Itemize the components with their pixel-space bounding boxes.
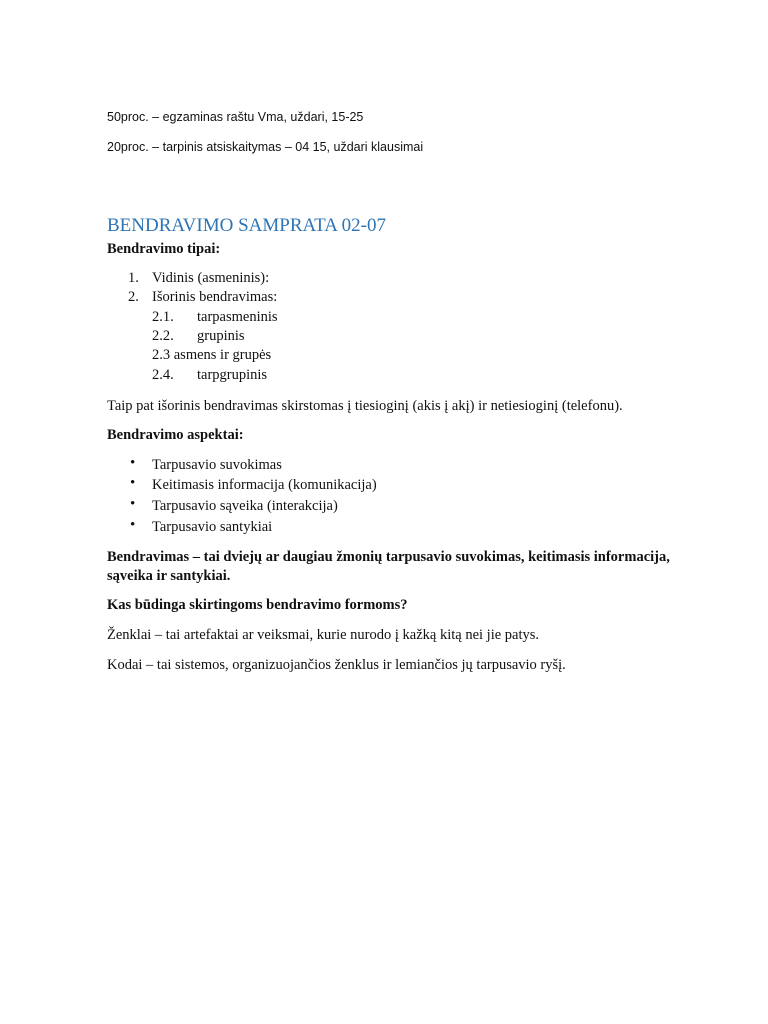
- sublist-number: 2.4.: [152, 367, 174, 383]
- sublist-item: grupinis: [197, 328, 245, 344]
- list-item: Išorinis bendravimas:: [152, 289, 278, 305]
- bullet-icon: •: [130, 517, 136, 533]
- sublist-number: 2.3 asmens ir grupės: [152, 347, 272, 363]
- aspects-title: Bendravimo aspektai:: [107, 427, 244, 443]
- aspect-item: Keitimasis informacija (komunikacija): [152, 477, 377, 493]
- aspect-item: Tarpusavio suvokimas: [152, 457, 282, 473]
- types-title: Bendravimo tipai:: [107, 241, 221, 257]
- aspect-item: Tarpusavio santykiai: [152, 519, 273, 535]
- sublist-number: 2.2.: [152, 328, 174, 344]
- bullet-icon: •: [130, 475, 136, 491]
- note-exam: 50proc. – egzaminas raštu Vma, uždari, 15-25: [107, 110, 364, 124]
- sublist-item: tarpasmeninis: [197, 309, 278, 325]
- aspect-item: Tarpusavio sąveika (interakcija): [152, 498, 338, 514]
- section-heading: BENDRAVIMO SAMPRATA 02-07: [107, 215, 386, 236]
- note-midterm: 20proc. – tarpinis atsiskaitymas – 04 15, uždari klausimai: [107, 140, 424, 154]
- signs-definition: Ženklai – tai artefaktai ar veiksmai, kurie nurodo į kažką kitą nei jie patys.: [107, 627, 540, 643]
- sublist-item: tarpgrupinis: [197, 367, 268, 383]
- sublist-number: 2.1.: [152, 309, 174, 325]
- bullet-icon: •: [130, 496, 136, 512]
- question: Kas būdinga skirtingoms bendravimo formoms?: [107, 597, 408, 613]
- codes-definition: Kodai – tai sistemos, organizuojančios ženklus ir lemiančios jų tarpusavio ryšį.: [107, 657, 566, 673]
- external-note: Taip pat išorinis bendravimas skirstomas į tiesioginį (akis į akį) ir netiesioginį (telefonu).: [107, 398, 623, 414]
- definition: Bendravimas – tai dviejų ar daugiau žmonių tarpusavio suvokimas, keitimasis informacija, sąveika ir santykiai.: [107, 549, 670, 584]
- list-number: 2.: [128, 289, 139, 305]
- bullet-icon: •: [130, 455, 136, 471]
- list-item: Vidinis (asmeninis):: [152, 270, 270, 286]
- list-number: 1.: [128, 270, 139, 286]
